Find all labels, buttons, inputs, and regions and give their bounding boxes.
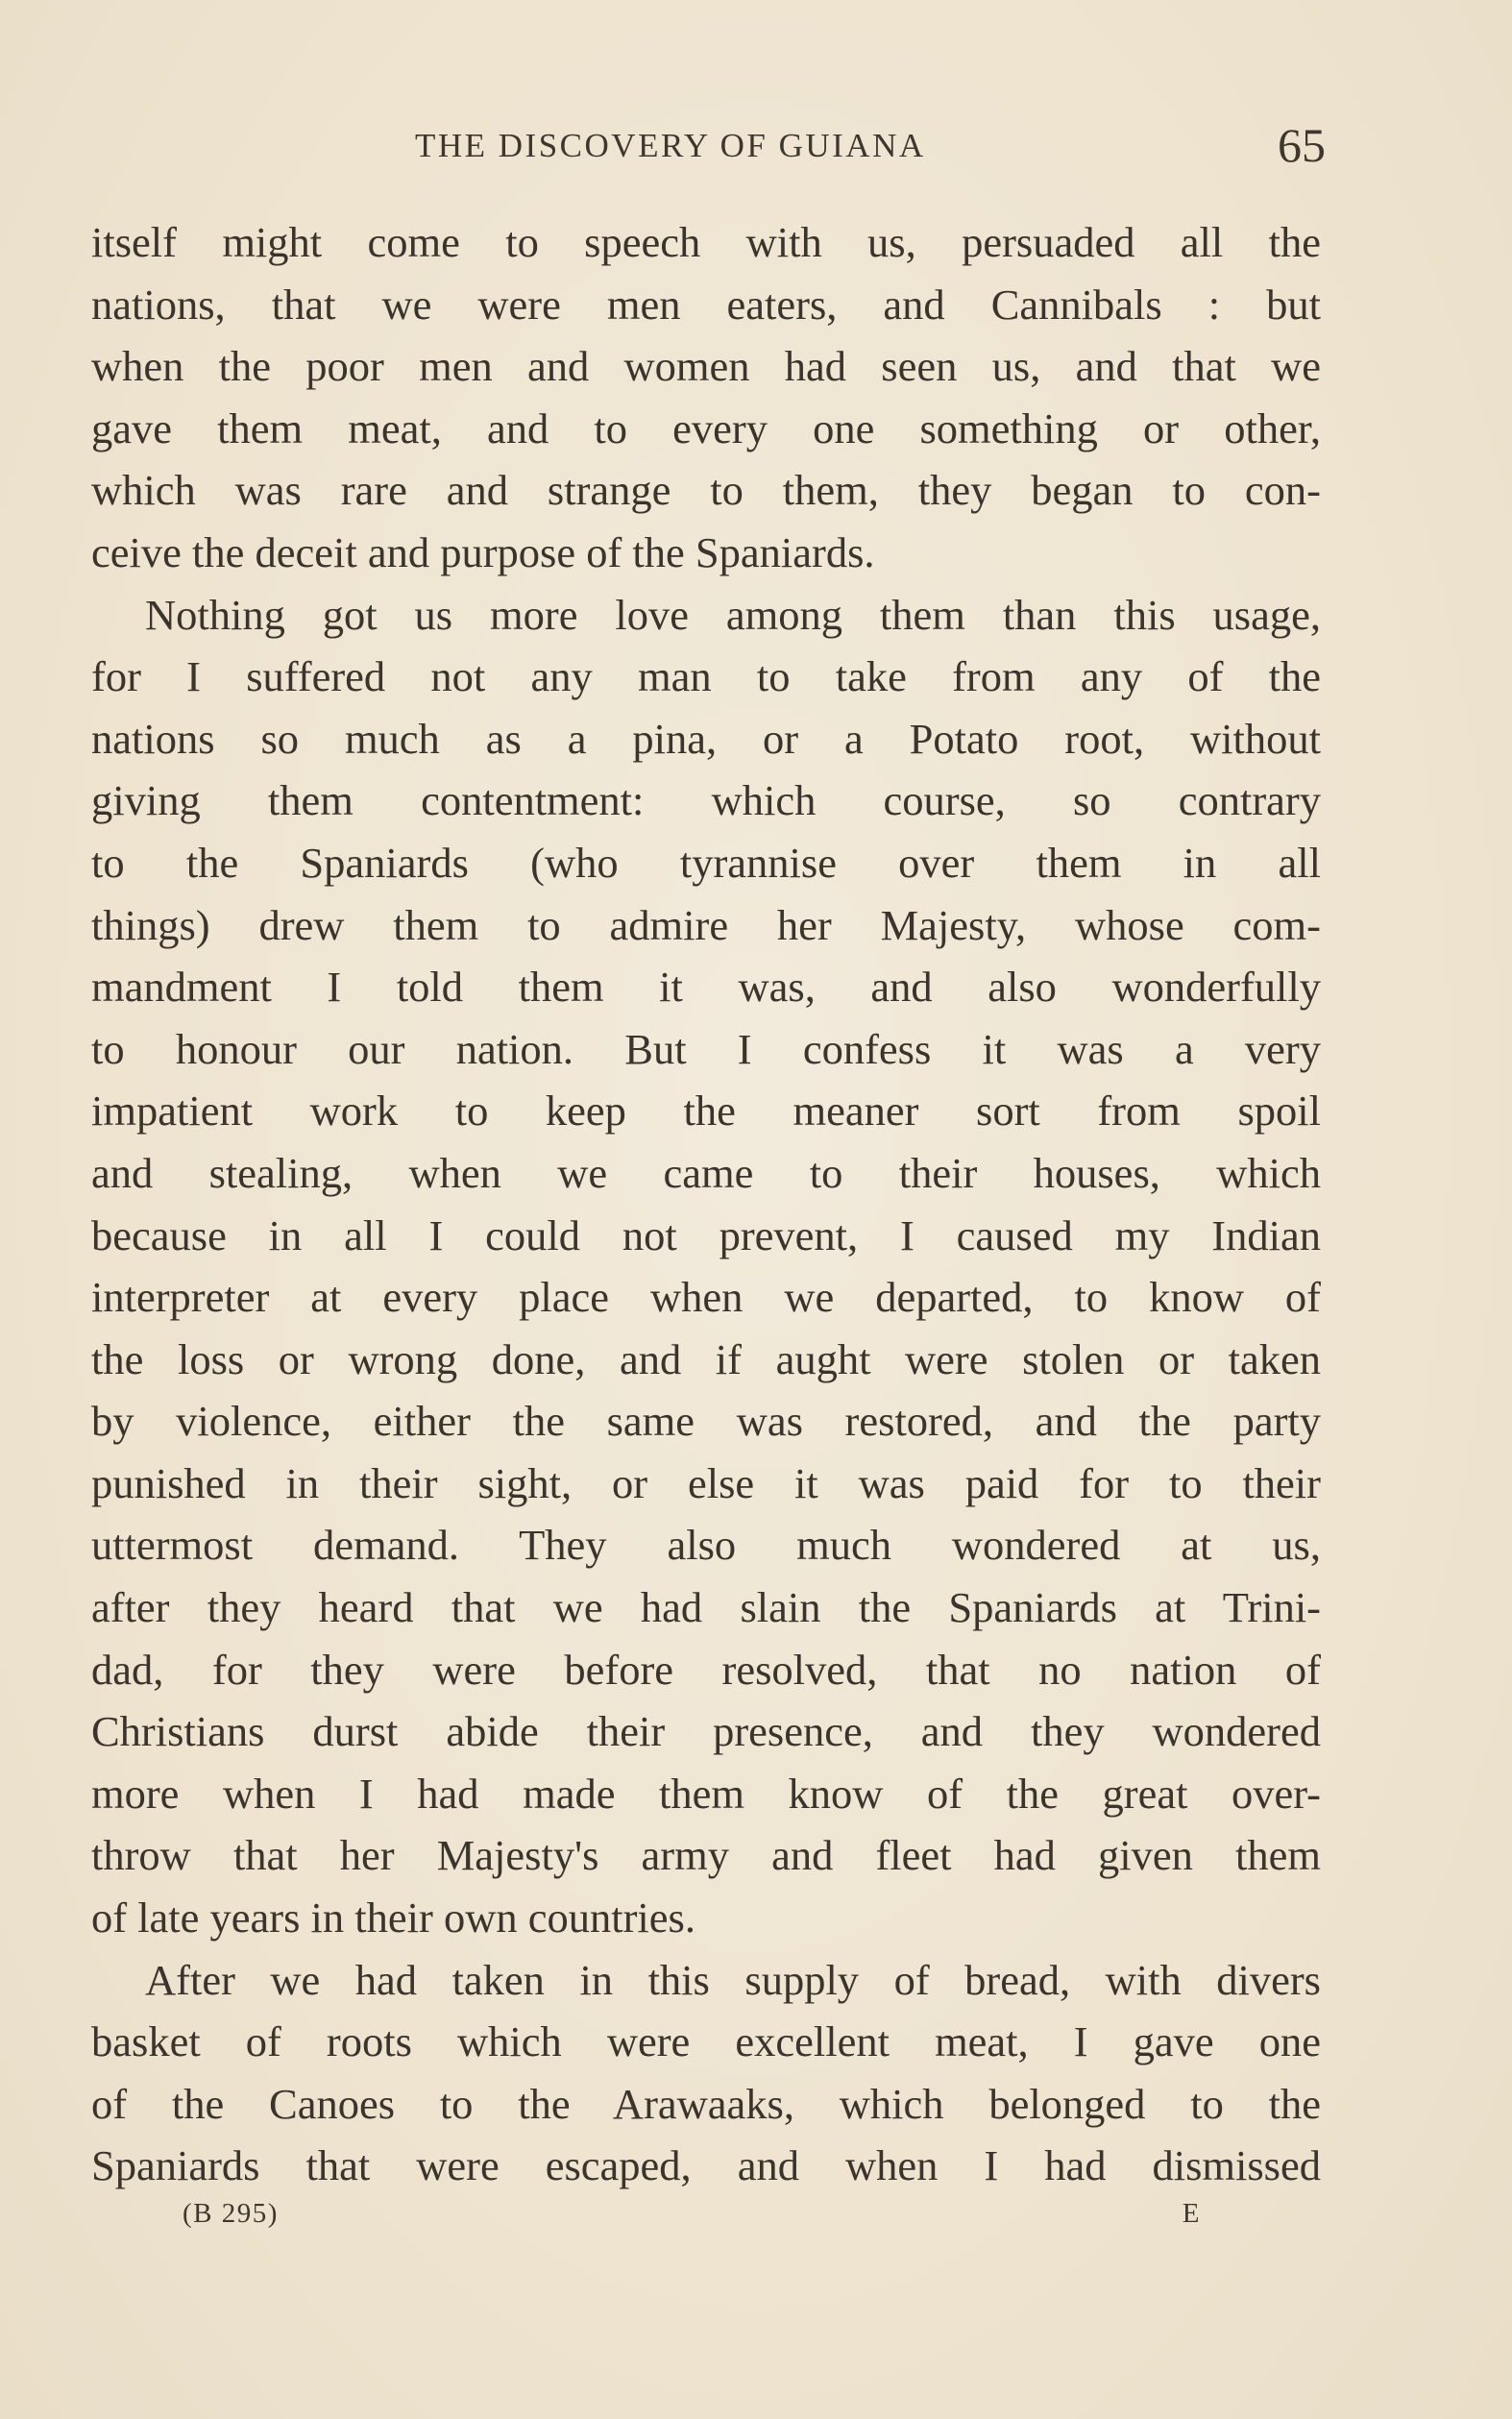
text-line: basket of roots which were excellent meat, I gave one xyxy=(91,2017,1321,2066)
text-line: nations so much as a pina, or a Potato root, without xyxy=(91,714,1321,763)
text-line: mandment I told them it was, and also wonderfully xyxy=(91,963,1321,1012)
text-line: of the Canoes to the Arawaaks, which belonged to the xyxy=(91,2079,1321,2128)
signature-mark: E xyxy=(1182,2198,1201,2229)
page-number: 65 xyxy=(1278,118,1326,172)
text-line: gave them meat, and to every one something or other, xyxy=(91,403,1321,452)
body-text xyxy=(91,211,1321,2197)
running-head xyxy=(96,118,1326,179)
text-line: nations, that we were men eaters, and Cannibals : but xyxy=(91,280,1321,329)
text-line: punished in their sight, or else it was paid for to their xyxy=(91,1458,1321,1507)
footer-signature-line xyxy=(183,2198,1201,2246)
printer-mark: (B 295) xyxy=(183,2198,279,2229)
text-line: impatient work to keep the meaner sort from spoil xyxy=(91,1087,1321,1136)
text-line: dad, for they were before resolved, that no nation of xyxy=(91,1645,1321,1694)
text-line: giving them contentment: which course, so contrary xyxy=(91,776,1321,825)
text-line: because in all I could not prevent, I caused my Indian xyxy=(91,1210,1321,1259)
text-line: things) drew them to admire her Majesty, whose com- xyxy=(91,900,1321,949)
text-line-paragraph-end: ceive the deceit and purpose of the Spaniards. xyxy=(91,527,875,576)
text-line: itself might come to speech with us, persuaded all the xyxy=(91,218,1321,266)
text-line: when the poor men and women had seen us, and that we xyxy=(91,342,1321,391)
text-line: Spaniards that were escaped, and when I had dismissed xyxy=(91,2141,1321,2190)
text-line: after they heard that we had slain the Spaniards at Trini- xyxy=(91,1583,1321,1632)
text-line-paragraph-start: After we had taken in this supply of bread, with divers xyxy=(145,1955,1321,2004)
text-line: by violence, either the same was restored, and the party xyxy=(91,1397,1321,1446)
text-line: Christians durst abide their presence, and they wondered xyxy=(91,1707,1321,1756)
text-line: more when I had made them know of the great over- xyxy=(91,1769,1321,1818)
text-line: which was rare and strange to them, they began to con- xyxy=(91,466,1321,515)
running-title: THE DISCOVERY OF GUIANA xyxy=(415,127,926,164)
text-line: interpreter at every place when we departed, to know of xyxy=(91,1273,1321,1322)
text-line: to the Spaniards (who tyrannise over them in all xyxy=(91,838,1321,887)
text-line: throw that her Majesty's army and fleet had given them xyxy=(91,1831,1321,1880)
text-line: the loss or wrong done, and if aught were stolen or taken xyxy=(91,1334,1321,1383)
text-line-paragraph-end: of late years in their own countries. xyxy=(91,1894,695,1943)
text-line: uttermost demand. They also much wondered at us, xyxy=(91,1521,1321,1570)
text-line: for I suffered not any man to take from any of the xyxy=(91,652,1321,701)
text-line: and stealing, when we came to their houses, which xyxy=(91,1148,1321,1197)
text-line: to honour our nation. But I confess it was a very xyxy=(91,1024,1321,1073)
text-line-paragraph-start: Nothing got us more love among them than this usage, xyxy=(145,590,1321,639)
